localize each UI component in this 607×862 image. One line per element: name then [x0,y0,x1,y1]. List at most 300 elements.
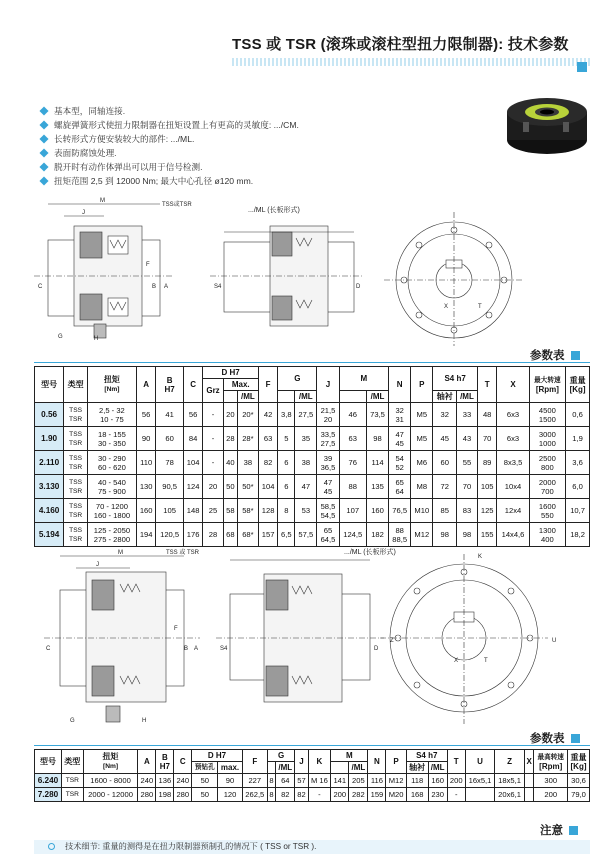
table-cell: 104 [258,475,278,499]
col-header-d-min: 预钻孔 [192,762,218,774]
table-cell: 194 [136,523,156,547]
col-header-s4-b: /ML [457,391,478,403]
col-header-m: M [331,750,368,762]
table-cell: 32 31 [389,403,411,427]
table-cell: 28 [203,523,223,547]
table-cell: 280 [174,788,192,802]
model-cell: 3.130 [35,475,64,499]
note-text: 技术细节: 重量的测得是在扭力限制器预制孔的情况下 ( TSS or TSR ). [65,842,317,851]
table-cell: 6,0 [566,475,590,499]
table-cell: - [203,403,223,427]
col-header-d-max: Max. [223,379,258,391]
table-cell: 47 [295,475,317,499]
type-cell: TSS TSR [64,523,88,547]
table1-body [35,403,590,547]
table-cell: 56 [183,403,203,427]
torque-cell: 40 - 540 75 - 900 [87,475,136,499]
col-header-m: M [339,367,389,391]
table-cell: 46 [339,403,366,427]
table-cell: 50 [223,475,237,499]
speed-cell: 1300 400 [529,523,566,547]
table-cell: 6,5 [278,523,295,547]
col-header-m-ml: /ML [349,762,368,774]
product-photo [503,82,591,162]
table-cell: 168 [406,788,428,802]
dim-label: J [96,562,99,568]
table-cell: 98 [366,427,388,451]
table-cell: 76 [339,451,366,475]
table1-heading: 参数表 [530,347,580,363]
table-cell: 3,8 [278,403,295,427]
table-cell: 58* [237,499,258,523]
table-cell: 18x5,1 [495,774,525,788]
table-cell: 70 [457,475,478,499]
table-cell: - [308,788,331,802]
dim-label: D [374,646,379,652]
table-cell: 10,7 [566,499,590,523]
dim-label: H [142,718,147,724]
table-cell: 83 [457,499,478,523]
table-cell: 3,6 [566,451,590,475]
table-cell: M12 [411,523,433,547]
table-cell: 73,5 [366,403,388,427]
section-divider [34,745,590,746]
col-header-p: P [386,750,406,774]
table-cell: 65 64 [389,475,411,499]
col-header-n: N [368,750,386,774]
dim-label: T [484,658,488,664]
table-cell: 5 [278,427,295,451]
table-cell: 32 [433,403,457,427]
dim-label: M [118,550,123,556]
col-header-z: Z [495,750,525,774]
note-heading: 注意 [540,822,578,838]
table-cell: 89 [477,451,497,475]
table-cell: 56 [136,403,156,427]
table-cell: 6x3 [497,427,529,451]
table-cell: 227 [242,774,267,788]
table-cell: 88 88,5 [389,523,411,547]
table-cell: 125 [477,499,497,523]
model-cell: 0.56 [35,403,64,427]
table-cell: 160 [428,774,447,788]
table-cell: M10 [411,499,433,523]
table-cell: 2000 - 12000 [83,788,138,802]
dim-label: S4 [220,646,228,652]
table-cell: 118 [406,774,428,788]
col-header-g: G [278,367,317,391]
table-cell: 48 [477,403,497,427]
table-cell: - [203,451,223,475]
table-cell: 72 [433,475,457,499]
col-header-b: B H7 [156,367,183,403]
type-cell: TSS TSR [64,403,88,427]
table-cell: 98 [457,523,478,547]
table-row [35,475,590,499]
torque-cell: 70 - 1200 160 - 1800 [87,499,136,523]
drawing2-label-b: .../ML (长板形式) [344,549,396,556]
drawing1-label-a: TSS或TSR [162,202,192,208]
model-cell: 2.110 [35,451,64,475]
table-cell: 63 [339,427,366,451]
col-header-a: A [138,750,156,774]
feature-item: 螺旋弹簧形式使扭力限制器在扭矩设置上有更高的灵敏度: .../CM. [40,118,299,132]
table-cell: M20 [386,788,406,802]
table-cell: 65 64,5 [317,523,339,547]
table-cell: 63 [258,427,278,451]
table-cell: 21,5 20 [317,403,339,427]
col-header-f: F [258,367,278,403]
col-header-t: T [447,750,465,774]
col-header-s4-b: /ML [428,762,447,774]
table-cell: 280 [138,788,156,802]
table-cell: 116 [368,774,386,788]
parameter-table-2 [34,749,590,802]
table-cell: 240 [174,774,192,788]
model-cell: 4.160 [35,499,64,523]
table-cell: 182 [366,523,388,547]
table-cell: 28 [223,427,237,451]
table-cell: 28* [237,427,258,451]
table-cell: M5 [411,403,433,427]
table-cell [465,788,495,802]
note-bar [34,840,590,854]
col-header-u: U [465,750,495,774]
table-cell: 82 [258,451,278,475]
type-cell: TSS TSR [64,427,88,451]
title-accent-square [577,62,587,72]
table-cell: 68* [237,523,258,547]
col-header-d-ml: /ML [237,391,258,403]
type-cell: TSS TSR [64,475,88,499]
dim-label: G [70,718,75,724]
bullet-icon [39,162,48,171]
table-cell: 60 [433,451,457,475]
table-cell: 157 [258,523,278,547]
table-cell: 124,5 [339,523,366,547]
table-cell: 205 [349,774,368,788]
bullet-icon [39,120,48,129]
col-header-k: K [308,750,331,774]
table-cell: 70 [477,427,497,451]
heading-accent-square [571,351,580,360]
col-header-s4: S4 h7 [433,367,478,391]
feature-list [40,104,299,188]
table-row [35,499,590,523]
feature-item: 脱开时有动作体弹出可以用于信号检测. [40,160,299,174]
table-cell: 8 [267,774,275,788]
table2-heading: 参数表 [530,730,580,746]
table-cell: 90,5 [156,475,183,499]
col-header-x: X [524,750,534,774]
col-header-f: F [242,750,267,774]
table-cell: 25 [203,499,223,523]
feature-item: 扭矩范围 2,5 到 12000 Nm; 最大中心孔径 ø120 mm. [40,174,299,188]
col-header-p: P [411,367,433,403]
col-header-g: G [267,750,295,762]
table-cell: 30,6 [568,774,590,788]
table-cell: 160 [136,499,156,523]
table-cell: 200 [331,788,349,802]
table-cell: 230 [428,788,447,802]
table-cell: 43 [457,427,478,451]
table-cell: 160 [366,499,388,523]
table-cell: 27,5 [295,403,317,427]
table-cell: 38 [237,451,258,475]
table-cell: 176 [183,523,203,547]
page-title: TSS 或 TSR (滚珠或滚柱型扭力限制器): 技术参数 [232,36,569,53]
table-cell: 300 [534,774,568,788]
col-header-g-blank [278,391,295,403]
table-cell: 20 [203,475,223,499]
drawing2-label-a: TSS 或 TSR [166,550,200,556]
table-cell: 20x6,1 [495,788,525,802]
feature-item: 长转形式方便安装较大的部件: .../ML. [40,132,299,146]
dim-label: C [46,646,51,652]
table-cell: 107 [339,499,366,523]
table-row [35,788,590,802]
model-cell: 7.280 [35,788,62,802]
table-cell: 84 [183,427,203,451]
table-cell: 200 [534,788,568,802]
torque-cell: 30 - 290 60 - 620 [87,451,136,475]
table-cell: 98 [433,523,457,547]
table-cell: 8x3,5 [497,451,529,475]
col-header-g-ml: /ML [276,762,295,774]
dim-label: F [174,626,178,632]
table-cell: 6 [278,451,295,475]
table-cell: 200 [447,774,465,788]
table-row [35,523,590,547]
table-cell: 1600 - 8000 [83,774,138,788]
table-cell: 10x4 [497,475,529,499]
col-header-m-blank [331,762,349,774]
col-header-model: 型号 [35,750,62,774]
table-cell: 159 [368,788,386,802]
col-header-weight: 重量 [Kg] [566,367,590,403]
table-cell: 47 45 [317,475,339,499]
table-cell: 12x4 [497,499,529,523]
table-cell: 136 [156,774,174,788]
torque-cell: 18 - 155 30 - 350 [87,427,136,451]
col-header-d-min: Grz [203,379,223,403]
col-header-d-max: max. [218,762,242,774]
col-header-a: A [136,367,156,403]
table-cell: 50 [192,774,218,788]
table-cell: 240 [138,774,156,788]
bullet-icon [39,134,48,143]
feature-item: 基本型，同轴连接. [40,104,299,118]
dim-label: Z [390,638,394,644]
speed-cell: 3000 1000 [529,427,566,451]
dim-label: D [356,284,361,290]
col-header-torque: 扭矩 [Nm] [87,367,136,403]
table-row [35,427,590,451]
table-cell: 45 [433,427,457,451]
speed-cell: 2000 700 [529,475,566,499]
table-cell: 135 [366,475,388,499]
drawing1-label-b: .../ML (长板形式) [248,207,300,214]
speed-cell: 1600 550 [529,499,566,523]
section-divider [34,362,590,363]
table-cell: 38 [295,451,317,475]
table-cell: 79,0 [568,788,590,802]
type-cell: TSS TSR [64,451,88,475]
table-cell: 105 [477,475,497,499]
table-cell: 90 [218,774,242,788]
table-cell: 110 [136,451,156,475]
col-header-x: X [497,367,529,403]
bullet-icon [39,148,48,157]
table-cell: 53 [295,499,317,523]
dim-label: G [58,334,63,340]
table-cell: 85 [433,499,457,523]
col-header-d: D H7 [203,367,259,379]
dim-label: C [38,284,43,290]
table-cell: 42 [258,403,278,427]
table-cell: 8 [267,788,275,802]
parameter-table-1 [34,366,590,547]
dim-label: A [164,284,169,290]
table2-body [35,774,590,802]
dim-label: B [184,646,189,652]
dim-label: X [454,658,459,664]
table-cell: M 16 [308,774,331,788]
speed-cell: 2500 800 [529,451,566,475]
col-header-speed: 最大转速 [Rpm] [529,367,566,403]
table-cell: - [203,427,223,451]
table-cell: 16x5,1 [465,774,495,788]
feature-item: 表面防腐蚀处理. [40,146,299,160]
table-cell: 33 [457,403,478,427]
table-cell: 33,5 27,5 [317,427,339,451]
table-cell: 14x4,6 [497,523,529,547]
technical-drawing-1 [34,196,574,346]
table-cell: 20* [237,403,258,427]
table-cell: TSR [61,774,83,788]
table-cell: 128 [258,499,278,523]
table-cell: 262,5 [242,788,267,802]
col-header-m-ml: /ML [366,391,388,403]
table-cell: 57 [295,774,308,788]
table-cell: 64 [276,774,295,788]
table-cell: 120 [218,788,242,802]
col-header-s4: S4 h7 [406,750,447,762]
table-cell: 39 36,5 [317,451,339,475]
table-cell: 8 [278,499,295,523]
table-cell: 282 [349,788,368,802]
model-cell: 1.90 [35,427,64,451]
table-cell: 78 [156,451,183,475]
table-cell: M8 [411,475,433,499]
torque-cell: 2,5 - 32 10 - 75 [87,403,136,427]
table-cell: 68 [223,523,237,547]
table-cell: 82 [276,788,295,802]
table-cell [524,788,534,802]
table-cell: 58,5 54,5 [317,499,339,523]
col-header-speed: 最高转速 [Rpm] [534,750,568,774]
col-header-m-blank [339,391,366,403]
col-header-torque: 扭矩 [Nm] [83,750,138,774]
col-header-s4-a: 轴衬 [406,762,428,774]
col-header-d-blank [223,391,237,403]
dim-label: B [152,284,157,290]
table-cell: 50* [237,475,258,499]
table-cell: 60 [156,427,183,451]
table-cell: 35 [295,427,317,451]
table-cell: 76,5 [389,499,411,523]
table-cell: 58 [223,499,237,523]
bullet-icon [39,176,48,185]
dim-label: A [194,646,199,652]
col-header-g-blank [267,762,275,774]
dim-label: H [94,336,99,342]
torque-cell: 125 - 2050 275 - 2800 [87,523,136,547]
table-cell: 105 [156,499,183,523]
dim-label: S4 [214,284,222,290]
table-cell: 55 [457,451,478,475]
col-header-j: J [295,750,308,774]
table-cell: 6x3 [497,403,529,427]
type-cell: TSS TSR [64,499,88,523]
dim-label: K [478,554,483,560]
table-cell: 47 45 [389,427,411,451]
table-cell: 104 [183,451,203,475]
table-cell: TSR [61,788,83,802]
table-cell: 18,2 [566,523,590,547]
table-cell: 120,5 [156,523,183,547]
table-row [35,403,590,427]
dim-label: J [82,210,85,216]
table-cell: 90 [136,427,156,451]
title-underline [232,58,592,66]
col-header-c: C [183,367,203,403]
table-cell: 155 [477,523,497,547]
table-row [35,774,590,788]
col-header-j: J [317,367,339,403]
heading-accent-square [569,826,578,835]
dim-label: X [444,304,449,310]
col-header-n: N [389,367,411,403]
table-cell: 82 [295,788,308,802]
table-cell: 41 [156,403,183,427]
table-cell: 124 [183,475,203,499]
table-cell: 54 52 [389,451,411,475]
col-header-b: B H7 [156,750,174,774]
dim-label: F [146,262,150,268]
model-cell: 5.194 [35,523,64,547]
speed-cell: 4500 1500 [529,403,566,427]
table-cell: 57,5 [295,523,317,547]
table-cell: 50 [192,788,218,802]
table-cell: 6 [278,475,295,499]
technical-drawing-2 [34,546,574,726]
table-cell: 198 [156,788,174,802]
col-header-type: 类型 [61,750,83,774]
model-cell: 6.240 [35,774,62,788]
table-cell: 148 [183,499,203,523]
table-row [35,451,590,475]
table-cell: 141 [331,774,349,788]
col-header-model: 型号 [35,367,64,403]
table-cell [524,774,534,788]
dim-label: M [100,198,105,204]
col-header-s4-a: 轴衬 [433,391,457,403]
table-cell: M12 [386,774,406,788]
col-header-type: 类型 [64,367,88,403]
table-cell: 88 [339,475,366,499]
table-cell: M6 [411,451,433,475]
